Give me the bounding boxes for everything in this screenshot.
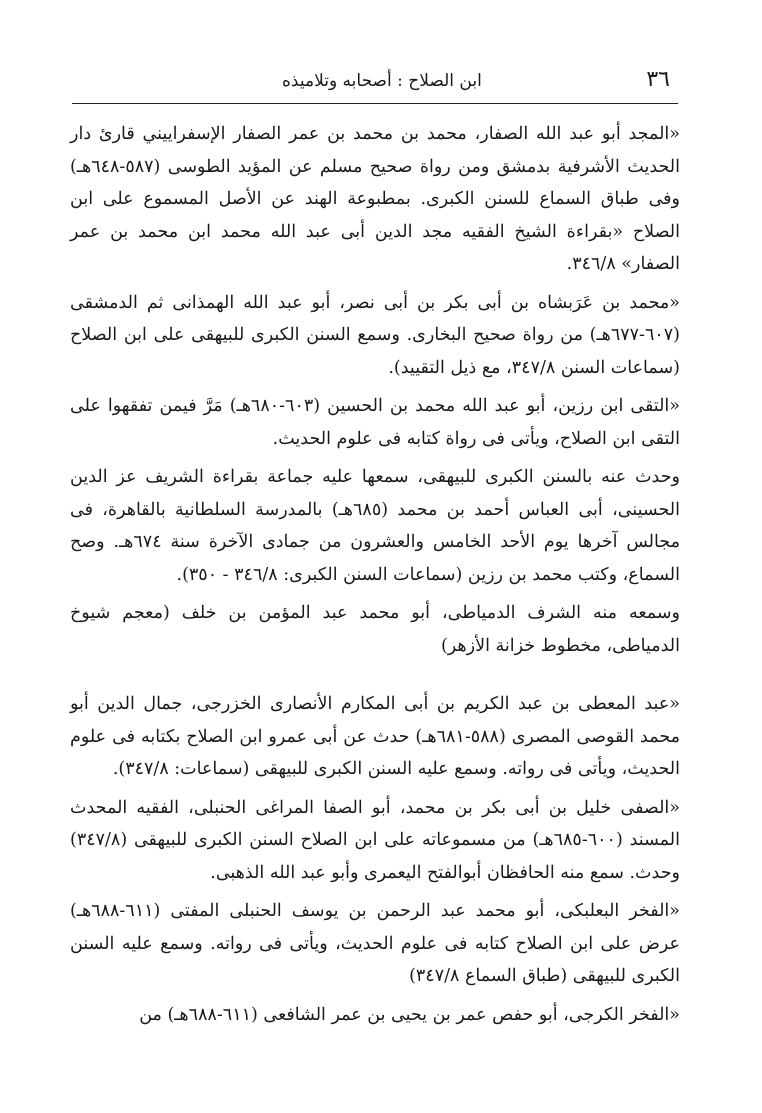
entry-majd-al-saffar: «المجد أبو عبد الله الصفار، محمد بن محمد بن عمر الصفار الإسفراييني قارئ دار الحديث الأشرفية بدمشق ومن رواة صحيح مسلم عن المؤيد الطوسى (٥٨٧-٦٤٨هـ) وفى طباق السماع للسنن الكبرى. بمطبوعة الهند عن الأصل المسموع على ابن الصلاح «بقراءة الشيخ الفقيه مجد الدين أبى عبد الله محمد ابن محمد بن عمر الصفار» ٣٤٦/٨. (70, 124, 680, 274)
paragraph-sunan-transmission: وحدث عنه بالسنن الكبرى للبيهقى، سمعها عليه جماعة بقراءة الشريف عز الدين الحسينى، أبى العباس أحمد بن محمد (٦٨٥هـ) بالمدرسة السلطانية بالقاهرة، فى مجالس آخرها يوم الأحد الخامس والعشرون من جمادى الآخرة سنة ٦٧٤هـ. وصح السماع، وكتب محمد بن رزين (سماعات السنن الكبرى: ٣٤٦/٨ - ٣٥٠). (70, 467, 680, 585)
page-body (70, 118, 680, 1031)
page-header (72, 66, 678, 96)
entry-fakhr-baalbaki: «الفخر البعلبكى، أبو محمد عبد الرحمن بن يوسف الحنبلى المفتى (٦١١-٦٨٨هـ) عرض على ابن الصلاح كتابه فى علوم الحديث، ويأتى فى رواته. وسمع عليه السنن الكبرى للبيهقى (طباق السماع ٣٤٧/٨) (70, 901, 680, 986)
header-rule (72, 103, 678, 104)
entry-taqi-ibn-razin: «التقى ابن رزين، أبو عبد الله محمد بن الحسين (٦٠٣-٦٨٠هـ) مَرَّ فيمن تفقهوا على التقى ابن الصلاح، ويأتى فى رواة كتابه فى علوم الحديث. (70, 396, 680, 449)
entry-safi-khalil: «الصفى خليل بن أبى بكر بن محمد، أبو الصفا المراغى الحنبلى، الفقيه المحدث المسند (٦٠٠-٦٨٥هـ) من مسموعاته على ابن الصلاح السنن الكبرى للبيهقى (٣٤٧/٨) وحدث. سمع منه الحافظان أبوالفتح اليعمرى وأبو عبد الله الذهبى. (70, 797, 680, 883)
running-title: ابن الصلاح : أصحابه وتلاميذه (282, 71, 482, 91)
entry-fakhr-karaji: «الفخر الكرجى، أبو حفص عمر بن يحيى بن عمر الشافعى (٦١١-٦٨٨هـ) من (139, 1004, 680, 1025)
page-number: ٣٦ (646, 67, 670, 92)
entry-muhammad-ibn-arabshah: «محمد بن عَرَبشاه بن أبى بكر بن أبى نصر، أبو عبد الله الهمذانى ثم الدمشقى (٦٠٧-٦٧٧هـ) من رواة صحيح البخارى. وسمع السنن الكبرى للبيهقى على ابن الصلاح (سماعات السنن ٣٤٧/٨، مع ذيل التقييد). (70, 292, 680, 378)
entry-abd-al-muti: «عبد المعطى بن عبد الكريم بن أبى المكارم الأنصارى الخزرجى، جمال الدين أبو محمد القوصى المصرى (٥٨٨-٦٨١هـ) حدث عن أبى عمرو ابن الصلاح بكتابه فى علوم الحديث، ويأتى فى رواته. وسمع عليه السنن الكبرى للبيهقى (سماعات: ٣٤٧/٨). (70, 694, 680, 779)
paragraph-dimyati: وسمعه منه الشرف الدمياطى، أبو محمد عبد المؤمن بن خلف (معجم شيوخ الدمياطى، مخطوط خزانة الأزهر) (70, 603, 680, 656)
